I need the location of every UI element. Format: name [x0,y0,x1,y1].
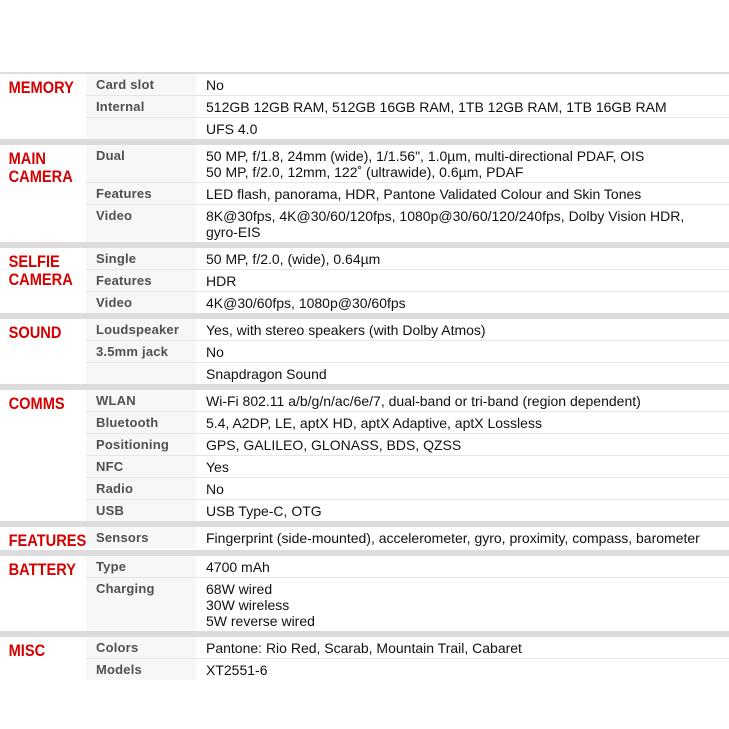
spec-value: No [206,481,224,497]
spec-label: Card slot [86,74,196,95]
spec-label [86,363,196,384]
section-title: BATTERY [8,560,77,579]
spec-label: Type [86,556,196,577]
spec-row [86,433,729,455]
spec-value: 50 MP, f/2.0, (wide), 0.64µm [206,251,381,267]
spec-row [86,182,729,204]
section-rows [86,390,729,521]
spec-label: Positioning [86,434,196,455]
section-rows [86,556,729,631]
spec-section-features [0,521,729,550]
section-rows [86,74,729,139]
spec-value: 512GB 12GB RAM, 512GB 16GB RAM, 1TB 12GB RAM, 1TB 16GB RAM [206,99,667,115]
section-rows [86,319,729,384]
spec-label: Dual [86,145,196,182]
section-title: MISC [8,641,46,660]
spec-table [0,72,729,680]
spec-value: Yes, with stereo speakers (with Dolby Atmos) [206,322,486,338]
spec-label: Models [86,659,196,680]
section-title: COMMS [8,394,65,413]
spec-value: Yes [206,459,229,475]
spec-row [86,658,729,680]
spec-section-selfie-camera [0,242,729,313]
spec-value: No [206,77,224,93]
section-title: MEMORY [8,78,74,97]
spec-label: Loudspeaker [86,319,196,340]
spec-section-main-camera [0,139,729,242]
spec-row [86,362,729,384]
spec-label [86,118,196,139]
spec-label: Video [86,292,196,313]
spec-value: 8K@30fps, 4K@30/60/120fps, 1080p@30/60/120/240fps, Dolby Vision HDR, gyro-EIS [206,208,685,240]
spec-value: USB Type-C, OTG [206,503,322,519]
spec-value: 4700 mAh [206,559,270,575]
spec-label: Video [86,205,196,242]
spec-row [86,145,729,182]
spec-label: Features [86,270,196,291]
spec-label: Colors [86,637,196,658]
spec-row [86,291,729,313]
spec-value: HDR [206,273,237,289]
spec-label: Bluetooth [86,412,196,433]
spec-value: Pantone: Rio Red, Scarab, Mountain Trail, Cabaret [206,640,522,656]
spec-section-battery [0,550,729,631]
spec-label: Internal [86,96,196,117]
spec-row [86,477,729,499]
spec-value: 50 MP, f/1.8, 24mm (wide), 1/1.56", 1.0µm, multi-directional PDAF, OIS 50 MP, f/2.0, 12mm, 122˚ (ultrawide), 0.6µm, PDAF [206,148,645,180]
spec-label: USB [86,500,196,521]
spec-row [86,117,729,139]
spec-value: 4K@30/60fps, 1080p@30/60fps [206,295,406,311]
spec-value: 5.4, A2DP, LE, aptX HD, aptX Adaptive, aptX Lossless [206,415,542,431]
section-rows [86,637,729,680]
spec-row [86,74,729,95]
spec-value: GPS, GALILEO, GLONASS, BDS, QZSS [206,437,462,453]
section-rows [86,145,729,242]
spec-value: 68W wired 30W wireless 5W reverse wired [206,581,315,629]
spec-row [86,455,729,477]
spec-row [86,637,729,658]
spec-value: Snapdragon Sound [206,366,327,382]
spec-section-sound [0,313,729,384]
spec-section-misc [0,631,729,680]
spec-value: Wi-Fi 802.11 a/b/g/n/ac/6e/7, dual-band or tri-band (region dependent) [206,393,641,409]
section-title: SOUND [8,323,62,342]
section-title: SELFIE CAMERA [8,252,73,289]
spec-row [86,95,729,117]
spec-section-comms [0,384,729,521]
spec-row [86,204,729,242]
spec-row [86,556,729,577]
spec-label: WLAN [86,390,196,411]
spec-label: Sensors [86,527,196,548]
spec-row [86,340,729,362]
section-rows [86,248,729,313]
spec-row [86,577,729,631]
spec-label: Single [86,248,196,269]
spec-label: 3.5mm jack [86,341,196,362]
spec-row [86,411,729,433]
spec-row [86,499,729,521]
spec-value: Fingerprint (side-mounted), accelerometer, gyro, proximity, compass, barometer [206,530,700,546]
spec-value: XT2551-6 [206,662,268,678]
spec-row [86,248,729,269]
spec-row [86,390,729,411]
spec-row [86,319,729,340]
spec-value: LED flash, panorama, HDR, Pantone Validated Colour and Skin Tones [206,186,642,202]
spec-value: UFS 4.0 [206,121,258,137]
spec-label: NFC [86,456,196,477]
spec-label: Radio [86,478,196,499]
section-title: FEATURES [8,531,87,550]
section-title: MAIN CAMERA [8,149,73,186]
spec-section-memory [0,72,729,139]
spec-row [86,269,729,291]
spec-label: Features [86,183,196,204]
spec-label: Charging [86,578,196,631]
spec-value: No [206,344,224,360]
spec-row [86,527,729,548]
section-rows [86,527,729,550]
